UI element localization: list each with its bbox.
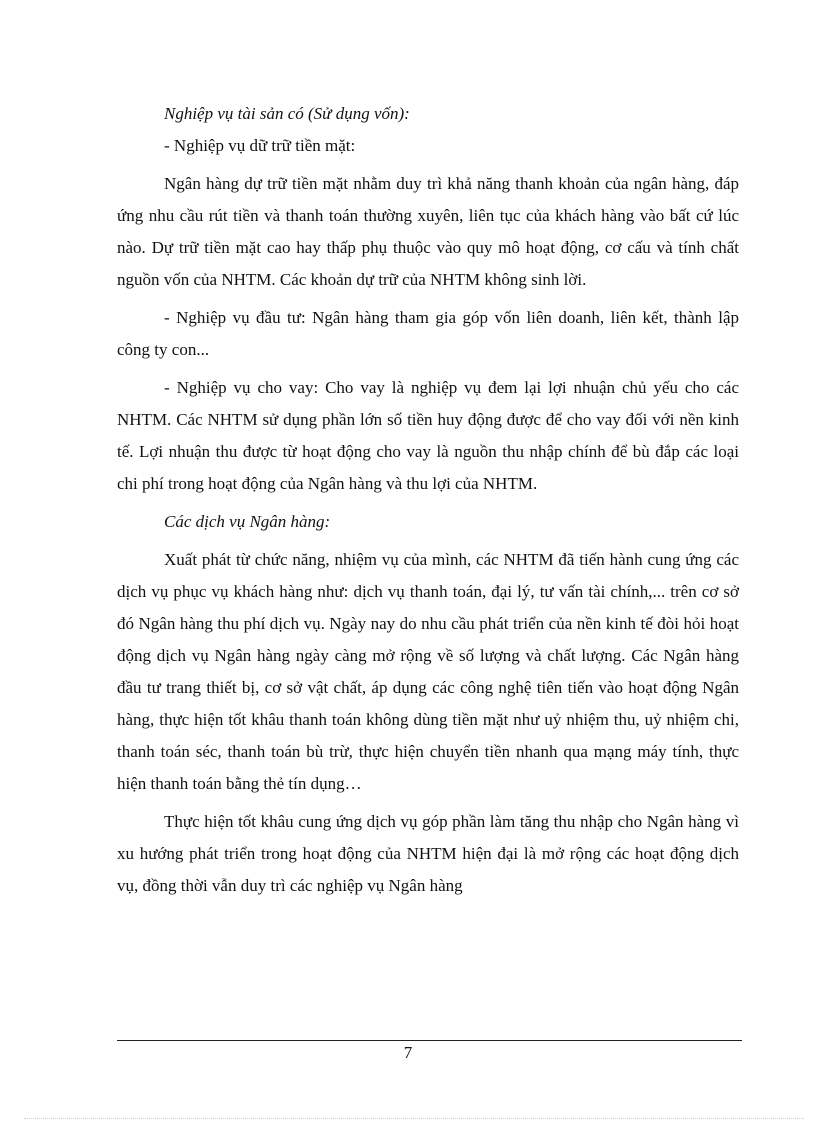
paragraph-conclusion: Thực hiện tốt khâu cung ứng dịch vụ góp phần làm tăng thu nhập cho Ngân hàng vì xu hướng phát triển trong hoạt động của NHTM hiện đại là mở rộng các hoạt động dịch vụ, đồng thời vẫn duy trì các nghiệp vụ Ngân hàng bbox=[117, 812, 739, 895]
paragraph-services: Xuất phát từ chức năng, nhiệm vụ của mình, các NHTM đã tiến hành cung ứng các dịch vụ phục vụ khách hàng như: dịch vụ thanh toán, đại lý, tư vấn tài chính,... trên cơ sở đó Ngân hàng thu phí dịch vụ. Ngày nay do nhu cầu phát triển của nền kinh tế đòi hỏi hoạt động dịch vụ Ngân hàng ngày càng mở rộng về số lượng và chất lượng. Các Ngân hàng đầu tư trang thiết bị, cơ sở vật chất, áp dụng các công nghệ tiên tiến vào hoạt động Ngân hàng, thực hiện tốt khâu thanh toán không dùng tiền mặt như uỷ nhiệm thu, uỷ nhiệm chi, thanh toán séc, thanh toán bù trừ, thực hiện chuyển tiền nhanh qua mạng máy tính, thực hiện thanh toán bằng thẻ tín dụng… bbox=[117, 550, 739, 793]
paragraph-lending: - Nghiệp vụ cho vay: Cho vay là nghiệp vụ đem lại lợi nhuận chủ yếu cho các NHTM. Các NHTM sử dụng phần lớn số tiền huy động được để cho vay đối với nền kinh tế. Lợi nhuận thu được từ hoạt động cho vay là nguồn thu nhập chính để bù đắp các loại chi phí trong hoạt động của Ngân hàng và thu lợi của NHTM. bbox=[117, 378, 739, 493]
footer-divider bbox=[117, 1040, 742, 1041]
heading-assets: Nghiệp vụ tài sản có (Sử dụng vốn): bbox=[164, 104, 410, 123]
page-number: 7 bbox=[403, 1043, 413, 1062]
paragraph-investment: - Nghiệp vụ đầu tư: Ngân hàng tham gia góp vốn liên doanh, liên kết, thành lập công ty con... bbox=[117, 308, 739, 359]
paragraph-cash-reserve: Ngân hàng dự trữ tiền mặt nhằm duy trì khả năng thanh khoản của ngân hàng, đáp ứng nhu cầu rút tiền và thanh toán thường xuyên, liên tục của khách hàng vào bất cứ lúc nào. Dự trữ tiền mặt cao hay thấp phụ thuộc vào quy mô hoạt động, cơ cấu và tính chất nguồn vốn của NHTM. Các khoản dự trữ của NHTM không sinh lời. bbox=[117, 174, 739, 289]
bullet-cash-reserve: - Nghiệp vụ dữ trữ tiền mặt: bbox=[164, 136, 356, 155]
document-body bbox=[117, 98, 739, 902]
page-bottom-edge bbox=[24, 1118, 804, 1119]
heading-services: Các dịch vụ Ngân hàng: bbox=[164, 512, 331, 531]
